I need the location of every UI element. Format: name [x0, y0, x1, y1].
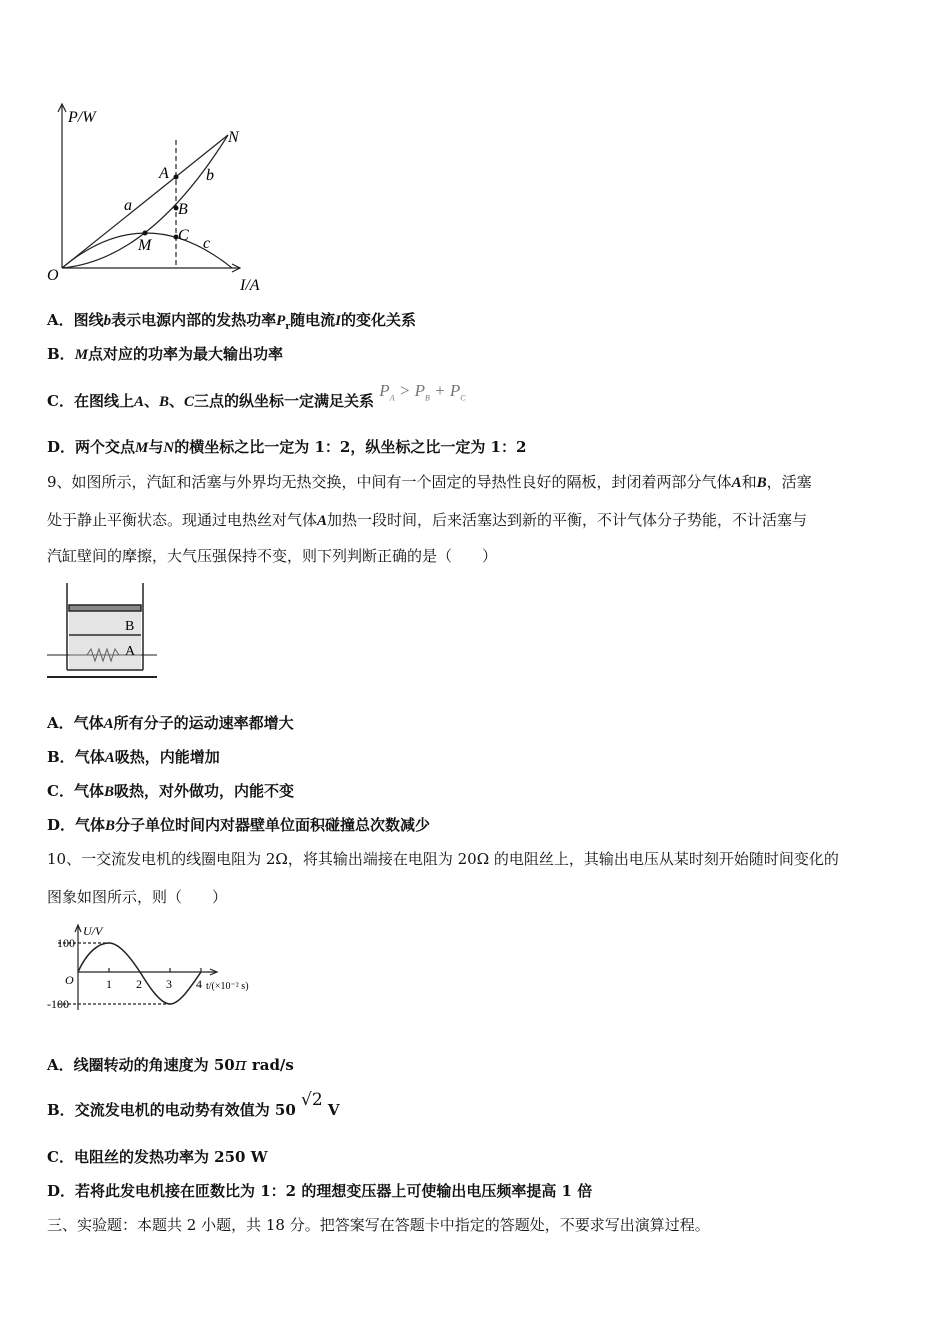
svg-text:O: O: [47, 267, 59, 284]
q9-option-d: D．气体B分子单位时间内对器壁单位面积碰撞总次数减少: [47, 816, 431, 834]
sine-curve: [78, 943, 201, 1004]
svg-text:c: c: [203, 235, 211, 252]
q9-stem-line3: 汽缸壁间的摩擦，大气压强保持不变，则下列判断正确的是（ ）: [47, 547, 498, 565]
svg-text:I/A: I/A: [240, 277, 260, 294]
svg-text:100: 100: [57, 936, 75, 950]
svg-text:O: O: [65, 973, 74, 987]
q10-stem-line2: 图象如图所示，则（ ）: [47, 888, 228, 906]
svg-text:1: 1: [106, 977, 112, 991]
q9-option-c: C．气体B吸热，对外做功，内能不变: [47, 782, 294, 800]
q9-option-b: B．气体A吸热，内能增加: [47, 748, 220, 766]
q8-option-c: C．在图线上A、B、C三点的纵坐标一定满足关系 $P_A > P_B + P_C$: [47, 381, 466, 410]
voltage-time-graph: [40, 920, 270, 1020]
svg-text:4: 4: [196, 977, 202, 991]
q8-option-a: A．图线b表示电源内部的发热功率$P_r$随电流I的变化关系: [47, 311, 416, 332]
svg-text:3: 3: [166, 977, 172, 991]
svg-text:-100: -100: [47, 997, 69, 1011]
svg-text:N: N: [228, 129, 239, 146]
q8-option-d: D．两个交点M与N的横坐标之比一定为 1：2，纵坐标之比一定为 1：2: [47, 438, 527, 456]
svg-text:C: C: [178, 227, 189, 244]
svg-text:A: A: [159, 165, 169, 182]
svg-text:B: B: [125, 619, 135, 634]
q8-option-b: B．M点对应的功率为最大输出功率: [47, 345, 284, 363]
svg-text:2: 2: [136, 977, 142, 991]
cylinder-diagram: [45, 575, 165, 685]
svg-text:B: B: [178, 201, 188, 218]
q10-option-d: D．若将此发电机接在匝数比为 1：2 的理想变压器上可使输出电压频率提高 1 倍: [47, 1182, 593, 1200]
q10-option-a: A．线圈转动的角速度为 50π rad/s: [47, 1054, 294, 1075]
q9-stem-line2: 处于静止平衡状态。现通过电热丝对气体A加热一段时间，后来活塞达到新的平衡，不计气体分子势能，不计活塞与: [47, 511, 808, 529]
power-current-graph: [40, 100, 300, 295]
svg-text:t/(×10⁻² s): t/(×10⁻² s): [206, 981, 249, 992]
formula: $P_A > P_B + P_C$: [379, 381, 466, 403]
q9-stem-line1: 9、如图所示，汽缸和活塞与外界均无热交换，中间有一个固定的导热性良好的隔板，封闭着两部分气体A和B，活塞: [47, 473, 812, 491]
section-3-heading: 三、实验题：本题共 2 小题，共 18 分。把答案写在答题卡中指定的答题处，不要求写出演算过程。: [47, 1216, 710, 1234]
q9-option-a: A．气体A所有分子的运动速率都增大: [47, 714, 294, 732]
svg-text:M: M: [138, 237, 152, 254]
q10-option-b: B．交流发电机的电动势有效值为 50 √2 V: [47, 1090, 340, 1119]
svg-text:b: b: [206, 167, 214, 184]
svg-text:U/V: U/V: [83, 924, 103, 938]
svg-text:A: A: [125, 644, 136, 659]
svg-text:P/W: P/W: [68, 109, 96, 126]
q10-option-c: C．电阻丝的发热功率为 250 W: [47, 1148, 268, 1166]
svg-text:a: a: [124, 197, 132, 214]
q10-stem-line1: 10、一交流发电机的线圈电阻为 2Ω，将其输出端接在电阻为 20Ω 的电阻丝上，其输出电压从某时刻开始随时间变化的: [47, 850, 839, 868]
